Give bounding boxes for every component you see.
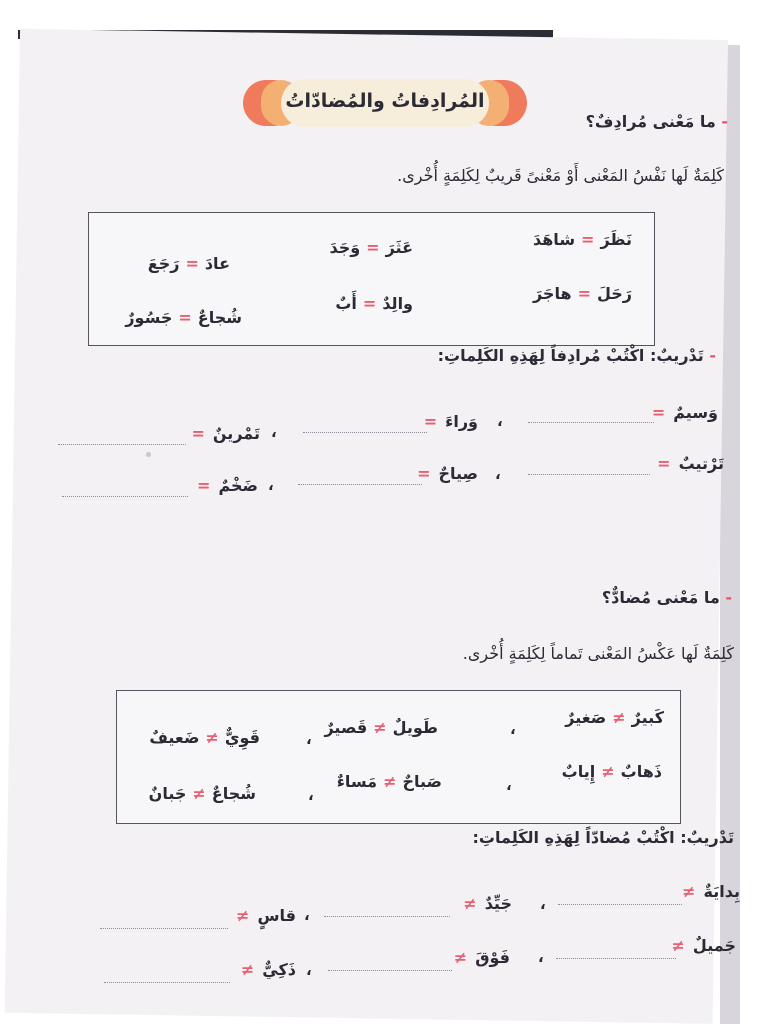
exercise-word-text: ضَخْمٌ: [218, 476, 258, 495]
antonym-definition: كَلِمَةٌ لَها عَكْسُ المَعْنى تَماماً لِكَلِمَةٍ أُخْرى.: [462, 644, 734, 663]
exercise-word-text: فَوْقَ: [475, 948, 510, 967]
equals-sign: =: [366, 238, 380, 257]
exercise-word-text: جَيِّدٌ: [484, 894, 512, 913]
pair-word-a: صَباحٌ: [402, 772, 442, 791]
antonym-pair: [149, 728, 260, 747]
pair-word-b: إِيابٌ: [561, 762, 596, 781]
exercise-word-text: قاسٍ: [257, 906, 296, 925]
synonym-question-text: ما مَعْنى مُرادِفٌ؟: [585, 112, 716, 131]
exercise-word-text: ذَكِيٌّ: [262, 960, 296, 979]
antonym-question-text: ما مَعْنى مُضادٌّ؟: [601, 588, 720, 607]
synonym-exercise-label: [438, 346, 716, 365]
comma: ،: [495, 465, 501, 483]
scan-smudge: [146, 452, 151, 457]
equals-sign: =: [581, 230, 595, 249]
synonym-pair: [125, 308, 242, 327]
pair-word-b: جَبانٌ: [148, 784, 187, 803]
not-equal-sign: ≠: [682, 882, 696, 901]
answer-line[interactable]: [58, 444, 186, 445]
equals-sign: =: [577, 284, 591, 303]
exercise-dash: -: [709, 346, 716, 365]
not-equal-sign: ≠: [671, 936, 685, 955]
answer-line[interactable]: [100, 928, 228, 929]
exercise-word-text: تَمْرينٌ: [212, 424, 260, 443]
pair-word-b: هاجَرَ: [532, 284, 572, 303]
equals-sign: =: [191, 424, 205, 443]
exercise-word: [197, 476, 258, 495]
not-equal-sign: ≠: [383, 772, 397, 791]
not-equal-sign: ≠: [192, 784, 206, 803]
comma: ،: [271, 423, 277, 441]
equals-sign: =: [651, 403, 666, 422]
question-dash: -: [725, 588, 732, 607]
exercise-word: [652, 403, 718, 422]
pair-word-a: عَثَرَ: [385, 238, 413, 257]
exercise-word-text: بِدايَةٌ: [703, 882, 740, 901]
pair-word-a: قَوِيٌّ: [224, 728, 260, 747]
equals-sign: =: [417, 464, 431, 483]
pair-word-a: كَبيرٌ: [631, 708, 664, 727]
exercise-word-text: جَميلٌ: [692, 936, 736, 955]
exercise-word: [236, 906, 296, 925]
answer-line[interactable]: [328, 970, 452, 971]
antonym-exercise-label: [472, 828, 734, 847]
exercise-word-text: تَرْتيبٌ: [678, 454, 724, 473]
synonym-pair: [329, 238, 413, 257]
answer-line[interactable]: [298, 484, 422, 485]
answer-line[interactable]: [303, 432, 427, 433]
exercise-word: [682, 882, 740, 901]
synonym-exercise-text: تَدْريبٌ: اكْتُبْ مُرادِفاً لِهَذِهِ الكَلِماتِ:: [437, 346, 704, 365]
pair-word-b: صَغيرٌ: [565, 708, 607, 727]
pair-word-a: عادَ: [204, 254, 230, 273]
answer-line[interactable]: [104, 982, 230, 983]
answer-line[interactable]: [558, 904, 682, 905]
answer-line[interactable]: [556, 958, 676, 959]
not-equal-sign: ≠: [463, 894, 477, 913]
not-equal-sign: ≠: [373, 718, 387, 737]
question-dash: -: [721, 112, 728, 131]
antonym-pair: [149, 784, 256, 803]
synonym-pair: [148, 254, 230, 273]
comma: ،: [506, 776, 512, 794]
exercise-word-text: صِياحٌ: [438, 464, 478, 483]
pair-word-b: شاهَدَ: [532, 230, 576, 249]
comma: ،: [306, 730, 312, 748]
pair-word-b: جَسُورٌ: [125, 308, 173, 327]
synonym-pair: [533, 230, 632, 249]
pair-word-a: نَظَرَ: [600, 230, 632, 249]
antonym-pair: [337, 772, 442, 791]
pair-word-b: قَصيرٌ: [324, 718, 368, 737]
comma: ،: [306, 961, 312, 979]
antonym-exercise-text: تَدْريبٌ: اكْتُبْ مُضادّاً لِهَذِهِ الكَلِماتِ:: [472, 828, 734, 847]
antonym-question: [602, 588, 732, 607]
pair-word-a: شُجاعٌ: [197, 308, 242, 327]
exercise-word: [424, 412, 478, 431]
synonym-question: [586, 112, 728, 131]
comma: ،: [540, 895, 546, 913]
answer-line[interactable]: [62, 496, 188, 497]
comma: ،: [304, 906, 310, 924]
title-banner: [243, 80, 527, 126]
comma: ،: [538, 948, 544, 966]
not-equal-sign: ≠: [601, 762, 615, 781]
exercise-word: [463, 894, 512, 913]
exercise-word: [241, 960, 296, 979]
not-equal-sign: ≠: [453, 948, 468, 967]
synonym-definition: كَلِمَةٌ لَها نَفْسُ المَعْنى أَوْ مَعْنىً قَريبٌ لِكَلِمَةٍ أُخْرى.: [397, 166, 724, 185]
synonym-pair: [335, 294, 413, 313]
exercise-word: [657, 454, 724, 473]
not-equal-sign: ≠: [240, 960, 255, 979]
exercise-word: [454, 948, 510, 967]
pair-word-a: ذَهابٌ: [620, 762, 662, 781]
antonym-pair: [562, 762, 662, 781]
equals-sign: =: [178, 308, 192, 327]
antonym-pair: [565, 708, 664, 727]
synonym-pair: [533, 284, 632, 303]
exercise-word: [192, 424, 261, 443]
equals-sign: =: [197, 476, 211, 495]
exercise-word: [672, 936, 736, 955]
pair-word-b: وَجَدَ: [329, 238, 361, 257]
exercise-word-text: وَسيمٌ: [673, 403, 718, 422]
pair-word-b: ضَعيفٌ: [149, 728, 200, 747]
equals-sign: =: [423, 412, 438, 431]
answer-line[interactable]: [324, 916, 450, 917]
not-equal-sign: ≠: [205, 728, 219, 747]
not-equal-sign: ≠: [236, 906, 250, 925]
pair-word-a: شُجاعٌ: [211, 784, 256, 803]
pair-word-a: والِدٌ: [382, 294, 413, 313]
comma: ،: [308, 786, 314, 804]
comma: ،: [497, 412, 503, 430]
equals-sign: =: [185, 254, 199, 273]
pair-word-a: طَويلٌ: [392, 718, 438, 737]
comma: ،: [268, 476, 274, 494]
pair-word-a: رَحَلَ: [596, 284, 632, 303]
pair-word-b: أَبٌ: [335, 294, 357, 313]
equals-sign: =: [362, 294, 377, 313]
exercise-word-text: وَراءَ: [445, 412, 478, 431]
pair-word-b: مَساءٌ: [336, 772, 378, 791]
pair-word-b: رَجَعَ: [147, 254, 180, 273]
not-equal-sign: ≠: [612, 708, 626, 727]
equals-sign: =: [657, 454, 671, 473]
antonym-pair: [324, 718, 438, 737]
page-title: المُرادِفاتُ والمُضادّاتُ: [285, 90, 485, 112]
exercise-word: [417, 464, 478, 483]
answer-line[interactable]: [528, 474, 650, 475]
comma: ،: [510, 720, 516, 738]
answer-line[interactable]: [528, 422, 654, 423]
